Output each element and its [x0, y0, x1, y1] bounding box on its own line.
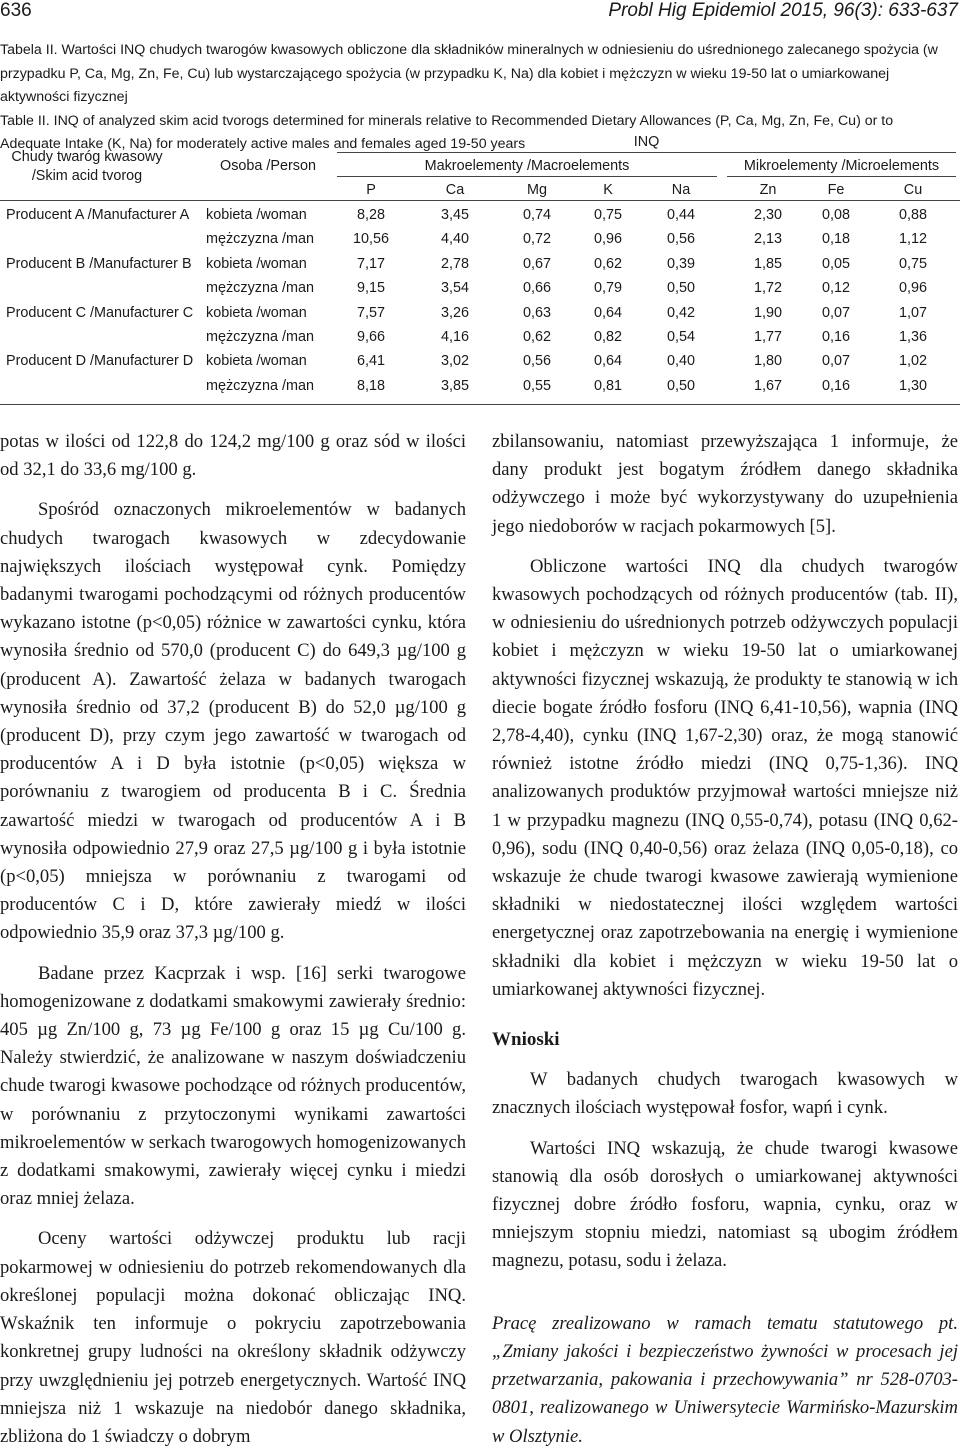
producer-label: Producent A /Manufacturer A [6, 207, 190, 223]
inq-value: 0,56 [522, 353, 551, 370]
inq-value: 0,81 [593, 377, 622, 394]
element-header: Na [671, 182, 691, 198]
inq-value: 1,07 [898, 304, 927, 321]
paragraph: Obliczone wartości INQ dla chudych twarogów kwasowych pochodzących od różnych producentów (tab. II), w odniesieniu do uśrednionych potrzeb odżywczych populacji kobiet i mężczyzn w wieku 19-50 lat o umiarkowanej aktywności fizycznej wskazują, że produkty te stanowią w ich diecie bogate źródło fosforu (INQ 6,41-10,56), wapnia (INQ 2,78-4,40), cynku (INQ 1,67-2,30) oraz, że mogą stanowić również istotne źródło miedzi (INQ 0,75-1,36). INQ analizowanych produktów przyjmował wartości mniejsze niż 1 w przypadku magnezu (INQ 0,55-0,74), potasu (INQ 0,62-0,96), sodu (INQ 0,40-0,56) oraz żelaza (INQ 0,05-0,18), co wskazuje że chude twarogi kwasowe zawierają wymienione składniki w niedostatecznej ilości względem wartości energetycznej oraz zapotrzebowania na energię i wymienione składniki dla kobiet i mężczyzn w wieku 19-50 lat o umiarkowanej aktywności fizycznej. [492, 555, 958, 1000]
inq-value: 0,50 [666, 280, 695, 297]
inq-value: 2,30 [753, 207, 782, 223]
page-number: 636 [0, 0, 32, 21]
caption-polish: Tabela II. Wartości INQ chudych twarogów kwasowych obliczone dla składników mineralnych w odniesieniu do uśrednionego zalecanego spożycia (w przypadku P, Ca, Mg, Zn, Fe, Cu) lub wystarczającego spożycia (w przypadku K, Na) dla kobiet i mężczyzn w wieku 19-50 lat o umiarkowanej aktywności fizycznej [0, 42, 938, 105]
inq-value: 1,77 [753, 329, 782, 345]
person-label: kobieta /woman [206, 255, 307, 272]
inq-value: 0,72 [522, 231, 551, 248]
header-person: Osoba /Person [220, 158, 316, 174]
inq-value: 0,82 [593, 329, 622, 345]
inq-value: 8,28 [356, 207, 385, 223]
inq-value: 0,07 [821, 304, 850, 321]
inq-value: 0,62 [522, 329, 551, 345]
right-column [492, 428, 958, 1451]
person-label: kobieta /woman [206, 207, 307, 223]
header-micro: Mikroelementy /Microelements [743, 158, 940, 174]
inq-value: 1,12 [898, 231, 927, 248]
person-label: kobieta /woman [206, 353, 307, 370]
element-header: Zn [759, 182, 777, 198]
inq-value: 1,30 [898, 377, 927, 394]
inq-value: 7,17 [356, 255, 385, 272]
inq-value: 9,66 [356, 329, 385, 345]
inq-value: 0,63 [522, 304, 551, 321]
element-header: Ca [445, 182, 465, 198]
inq-value: 3,54 [440, 280, 469, 297]
paragraph: zbilansowaniu, natomiast przewyższająca 1 informuje, że dany produkt jest bogatym źródłem danego składnika odżywczego i może być wykorzystywany do uzupełnienia jego niedoborów w racjach pokarmowych [5]. [492, 431, 958, 537]
page-header [0, 0, 960, 34]
section-heading-wnioski: Wnioski [492, 1029, 560, 1051]
inq-value: 1,80 [753, 353, 782, 370]
inq-value: 0,79 [593, 280, 622, 297]
inq-rule [337, 152, 956, 153]
micro-rule [727, 176, 956, 177]
paragraph: Badane przez Kacprzak i wsp. [16] serki twarogowe homogenizowane z dodatkami smakowymi zawierały średnio: 405 µg Zn/100 g, 73 µg Fe/100 g oraz 15 µg Cu/100 g. Należy stwierdzić, że analizowane w naszym doświadczeniu chude twarogi kwasowe pochodzące od różnych producentów, w porównaniu z przytoczonymi wynikami zawartości mikroelementów w serkach twarogowych homogenizowanych z dodatkami smakowymi, zawierały więcej cynku i miedzi oraz mniej żelaza. [0, 962, 466, 1210]
inq-value: 0,40 [666, 353, 695, 370]
element-header: Mg [527, 182, 547, 198]
left-column [0, 428, 466, 1451]
inq-value: 10,56 [352, 231, 389, 248]
paragraph: potas w ilości od 122,8 do 124,2 mg/100 g oraz sód w ilości od 32,1 do 33,6 mg/100 g. [0, 431, 466, 481]
header-inq: INQ [633, 134, 660, 150]
inq-value: 0,42 [666, 304, 695, 321]
paragraph: Oceny wartości odżywczej produktu lub racji pokarmowej w odniesieniu do potrzeb rekomendowanych dla określonej populacji można dokonać obliczając INQ. Wskaźnik ten informuje o pokryciu zapotrzebowania konkretnej grupy ludności na określony składnik odżywczy przy uwzględnieniu jej potrzeb energetycznych. Wartość INQ mniejsza niż 1 wskazuje na niedobór danego składnika, zbliżona do 1 świadczy o dobrym [0, 1228, 466, 1447]
caption-english: Table II. INQ of analyzed skim acid tvorogs determined for minerals relative to Recommended Dietary Allowances (P, Ca, Mg, Zn, Fe, Cu) or to Adequate Intake (K, Na) for moderately active males and females aged 19-50 years [0, 112, 894, 152]
inq-value: 0,50 [666, 377, 695, 394]
inq-value: 6,41 [356, 353, 385, 370]
inq-value: 2,13 [753, 231, 782, 248]
header-bottom-rule [0, 200, 960, 201]
inq-value: 0,74 [522, 207, 551, 223]
paragraph: Spośród oznaczonych mikroelementów w badanych chudych twarogach kwasowych w zdecydowanie największych ilościach występował cynk. Pomiędzy badanymi twarogami pochodzącymi od różnych producentów wykazano istotne (p<0,05) różnice w zawartości cynku, która wynosiła średnio od 570,0 (producent C) do 649,3 µg/100 g (producent A). Zawartość żelaza w badanych twarogach wynosiła średnio od 37,2 (producent B) do 52,0 µg/100 g (producent D), przy czym jego zawartość w twarogach od producentów A i D była istotnie (p<0,05) większa w porównaniu z twarogiem od producenta B i C. Średnia zawartość miedzi w twarogach od producentów A i B wynosiła odpowiednio 27,9 oraz 27,5 µg/100 g i była istotnie (p<0,05) mniejsza w porównaniu z twarogami od producentów C i D, które zawierały miedź w ilości odpowiednio 35,9 oraz 37,3 µg/100 g. [0, 499, 466, 944]
inq-value: 3,26 [440, 304, 469, 321]
header-tvorog-pl: Chudy twaróg kwasowy [11, 149, 163, 165]
table-bottom-rule [0, 404, 960, 405]
inq-value: 1,02 [898, 353, 927, 370]
inq-value: 4,16 [440, 329, 469, 345]
header-macro: Makroelementy /Macroelements [424, 158, 630, 174]
inq-value: 1,72 [753, 280, 782, 297]
inq-value: 8,18 [356, 377, 385, 394]
acknowledgement: Pracę zrealizowano w ramach tematu statutowego pt. „Zmiany jakości i bezpieczeństwo żywności w procesach jej przetwarzania, pakowania i przechowywania” nr 528-0703-0801, realizowanego w Uniwersytecie Warmińsko-Mazurskim w Olsztynie. [492, 1312, 958, 1447]
inq-value: 0,64 [593, 304, 622, 321]
inq-value: 0,56 [666, 231, 695, 248]
person-label: mężczyzna /man [206, 280, 314, 297]
inq-value: 0,39 [666, 255, 695, 272]
inq-value: 0,16 [821, 329, 850, 345]
inq-value: 0,96 [898, 280, 927, 297]
journal-citation: Probl Hig Epidemiol 2015, 96(3): 633-637 [608, 0, 958, 21]
inq-value: 0,05 [821, 255, 850, 272]
inq-value: 4,40 [440, 231, 469, 248]
inq-value: 0,08 [821, 207, 850, 223]
producer-label: Producent C /Manufacturer C [6, 304, 194, 321]
inq-value: 0,88 [898, 207, 927, 223]
paragraph: Wartości INQ wskazują, że chude twarogi kwasowe stanowią dla osób dorosłych o umiarkowanej aktywności fizycznej dobre źródło fosforu, wapnia, cynku, oraz w mniejszym stopniu miedzi, natomiast są ubogim źródłem magnezu, potasu, sodu i żelaza. [492, 1137, 958, 1272]
element-header: P [366, 182, 376, 198]
inq-value: 0,62 [593, 255, 622, 272]
inq-value: 1,85 [753, 255, 782, 272]
element-header: Cu [903, 182, 923, 198]
inq-value: 0,64 [593, 353, 622, 370]
inq-value: 0,75 [898, 255, 927, 272]
inq-value: 2,78 [440, 255, 469, 272]
inq-value: 0,44 [666, 207, 695, 223]
inq-value: 7,57 [356, 304, 385, 321]
producer-label: Producent B /Manufacturer B [6, 255, 192, 272]
inq-value: 0,96 [593, 231, 622, 248]
inq-value: 0,75 [593, 207, 622, 223]
inq-value: 0,18 [821, 231, 850, 248]
inq-value: 0,66 [522, 280, 551, 297]
person-label: mężczyzna /man [206, 231, 314, 248]
inq-value: 0,67 [522, 255, 551, 272]
person-label: kobieta /woman [206, 304, 307, 321]
inq-value: 1,67 [753, 377, 782, 394]
inq-value: 9,15 [356, 280, 385, 297]
inq-value: 3,02 [440, 353, 469, 370]
inq-value: 1,36 [898, 329, 927, 345]
person-label: mężczyzna /man [206, 377, 314, 394]
header-tvorog [0, 148, 174, 186]
macro-rule [337, 176, 717, 177]
inq-value: 0,54 [666, 329, 695, 345]
person-label: mężczyzna /man [206, 329, 314, 345]
element-header: Fe [827, 182, 845, 198]
inq-value: 3,85 [440, 377, 469, 394]
header-tvorog-en: /Skim acid tvorog [31, 168, 143, 184]
inq-value: 0,12 [821, 280, 850, 297]
inq-value: 0,07 [821, 353, 850, 370]
paragraph: W badanych chudych twarogach kwasowych w znacznych ilościach występował fosfor, wapń i cynk. [492, 1069, 958, 1119]
element-header: K [603, 182, 613, 198]
inq-value: 0,16 [821, 377, 850, 394]
producer-label: Producent D /Manufacturer D [6, 353, 194, 370]
inq-value: 0,55 [522, 377, 551, 394]
inq-value: 1,90 [753, 304, 782, 321]
inq-value: 3,45 [440, 207, 469, 223]
